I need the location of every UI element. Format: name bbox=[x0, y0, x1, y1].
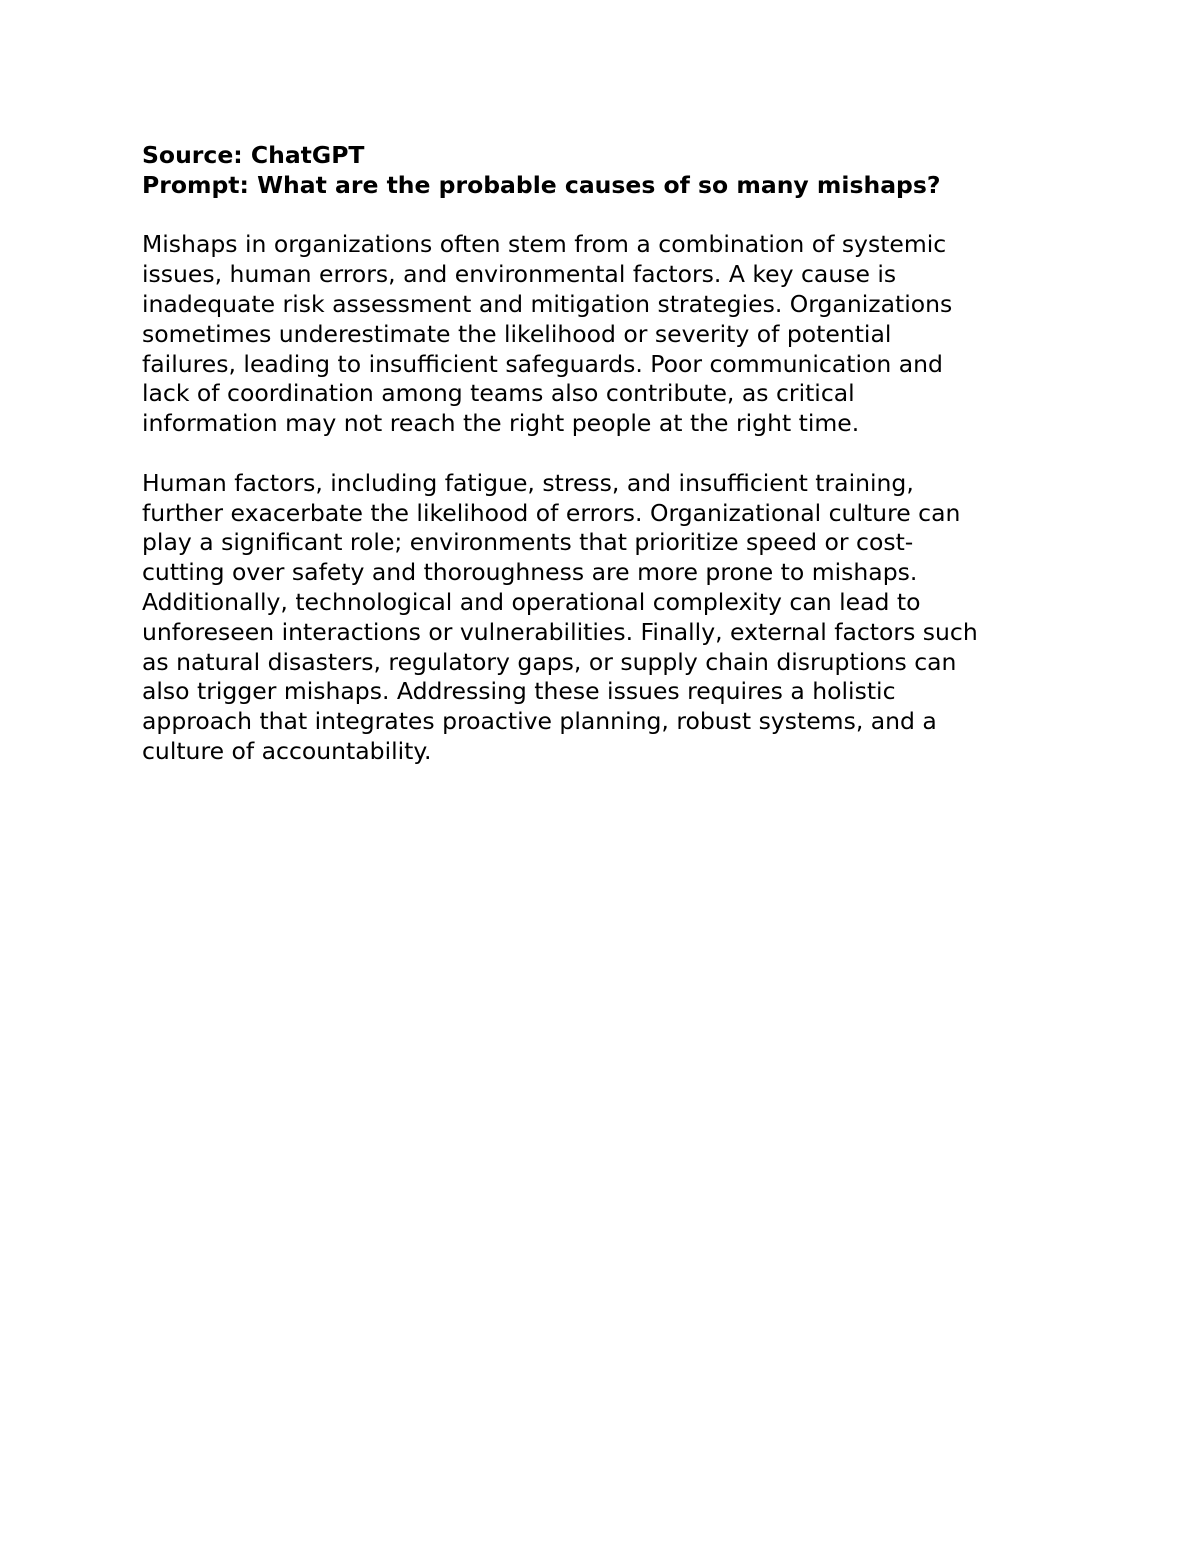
paragraph-line: Additionally, technological and operational complexity can lead to bbox=[142, 587, 921, 616]
paragraph-line: Human factors, including fatigue, stress, and insufficient training, bbox=[142, 468, 914, 497]
spacer bbox=[142, 439, 1062, 469]
paragraph-line: failures, leading to insufficient safeguards. Poor communication and bbox=[142, 349, 943, 378]
paragraph-1 bbox=[142, 230, 1062, 439]
paragraph-line: information may not reach the right people at the right time. bbox=[142, 409, 860, 438]
paragraph-line: sometimes underestimate the likelihood or severity of potential bbox=[142, 319, 892, 348]
paragraph-2 bbox=[142, 469, 1062, 767]
paragraph-line: further exacerbate the likelihood of errors. Organizational culture can bbox=[142, 498, 961, 527]
document-body bbox=[142, 141, 1062, 767]
paragraph-line: unforeseen interactions or vulnerabilities. Finally, external factors such bbox=[142, 617, 978, 646]
paragraph-line: cutting over safety and thoroughness are more prone to mishaps. bbox=[142, 558, 918, 587]
paragraph-line: approach that integrates proactive planning, robust systems, and a bbox=[142, 707, 937, 736]
paragraph-line: culture of accountability. bbox=[142, 736, 432, 765]
paragraph-line: Mishaps in organizations often stem from a combination of systemic bbox=[142, 230, 947, 259]
paragraph-line: also trigger mishaps. Addressing these issues requires a holistic bbox=[142, 677, 896, 706]
source-heading: Source: ChatGPT bbox=[142, 141, 365, 169]
prompt-heading: Prompt: What are the probable causes of so many mishaps? bbox=[142, 170, 941, 199]
paragraph-line: inadequate risk assessment and mitigation strategies. Organizations bbox=[142, 289, 953, 318]
paragraph-line: lack of coordination among teams also contribute, as critical bbox=[142, 379, 855, 408]
paragraph-line: as natural disasters, regulatory gaps, or supply chain disruptions can bbox=[142, 647, 957, 676]
paragraph-line: play a significant role; environments that prioritize speed or cost- bbox=[142, 528, 914, 557]
spacer bbox=[142, 201, 1062, 231]
paragraph-line: issues, human errors, and environmental factors. A key cause is bbox=[142, 260, 897, 289]
